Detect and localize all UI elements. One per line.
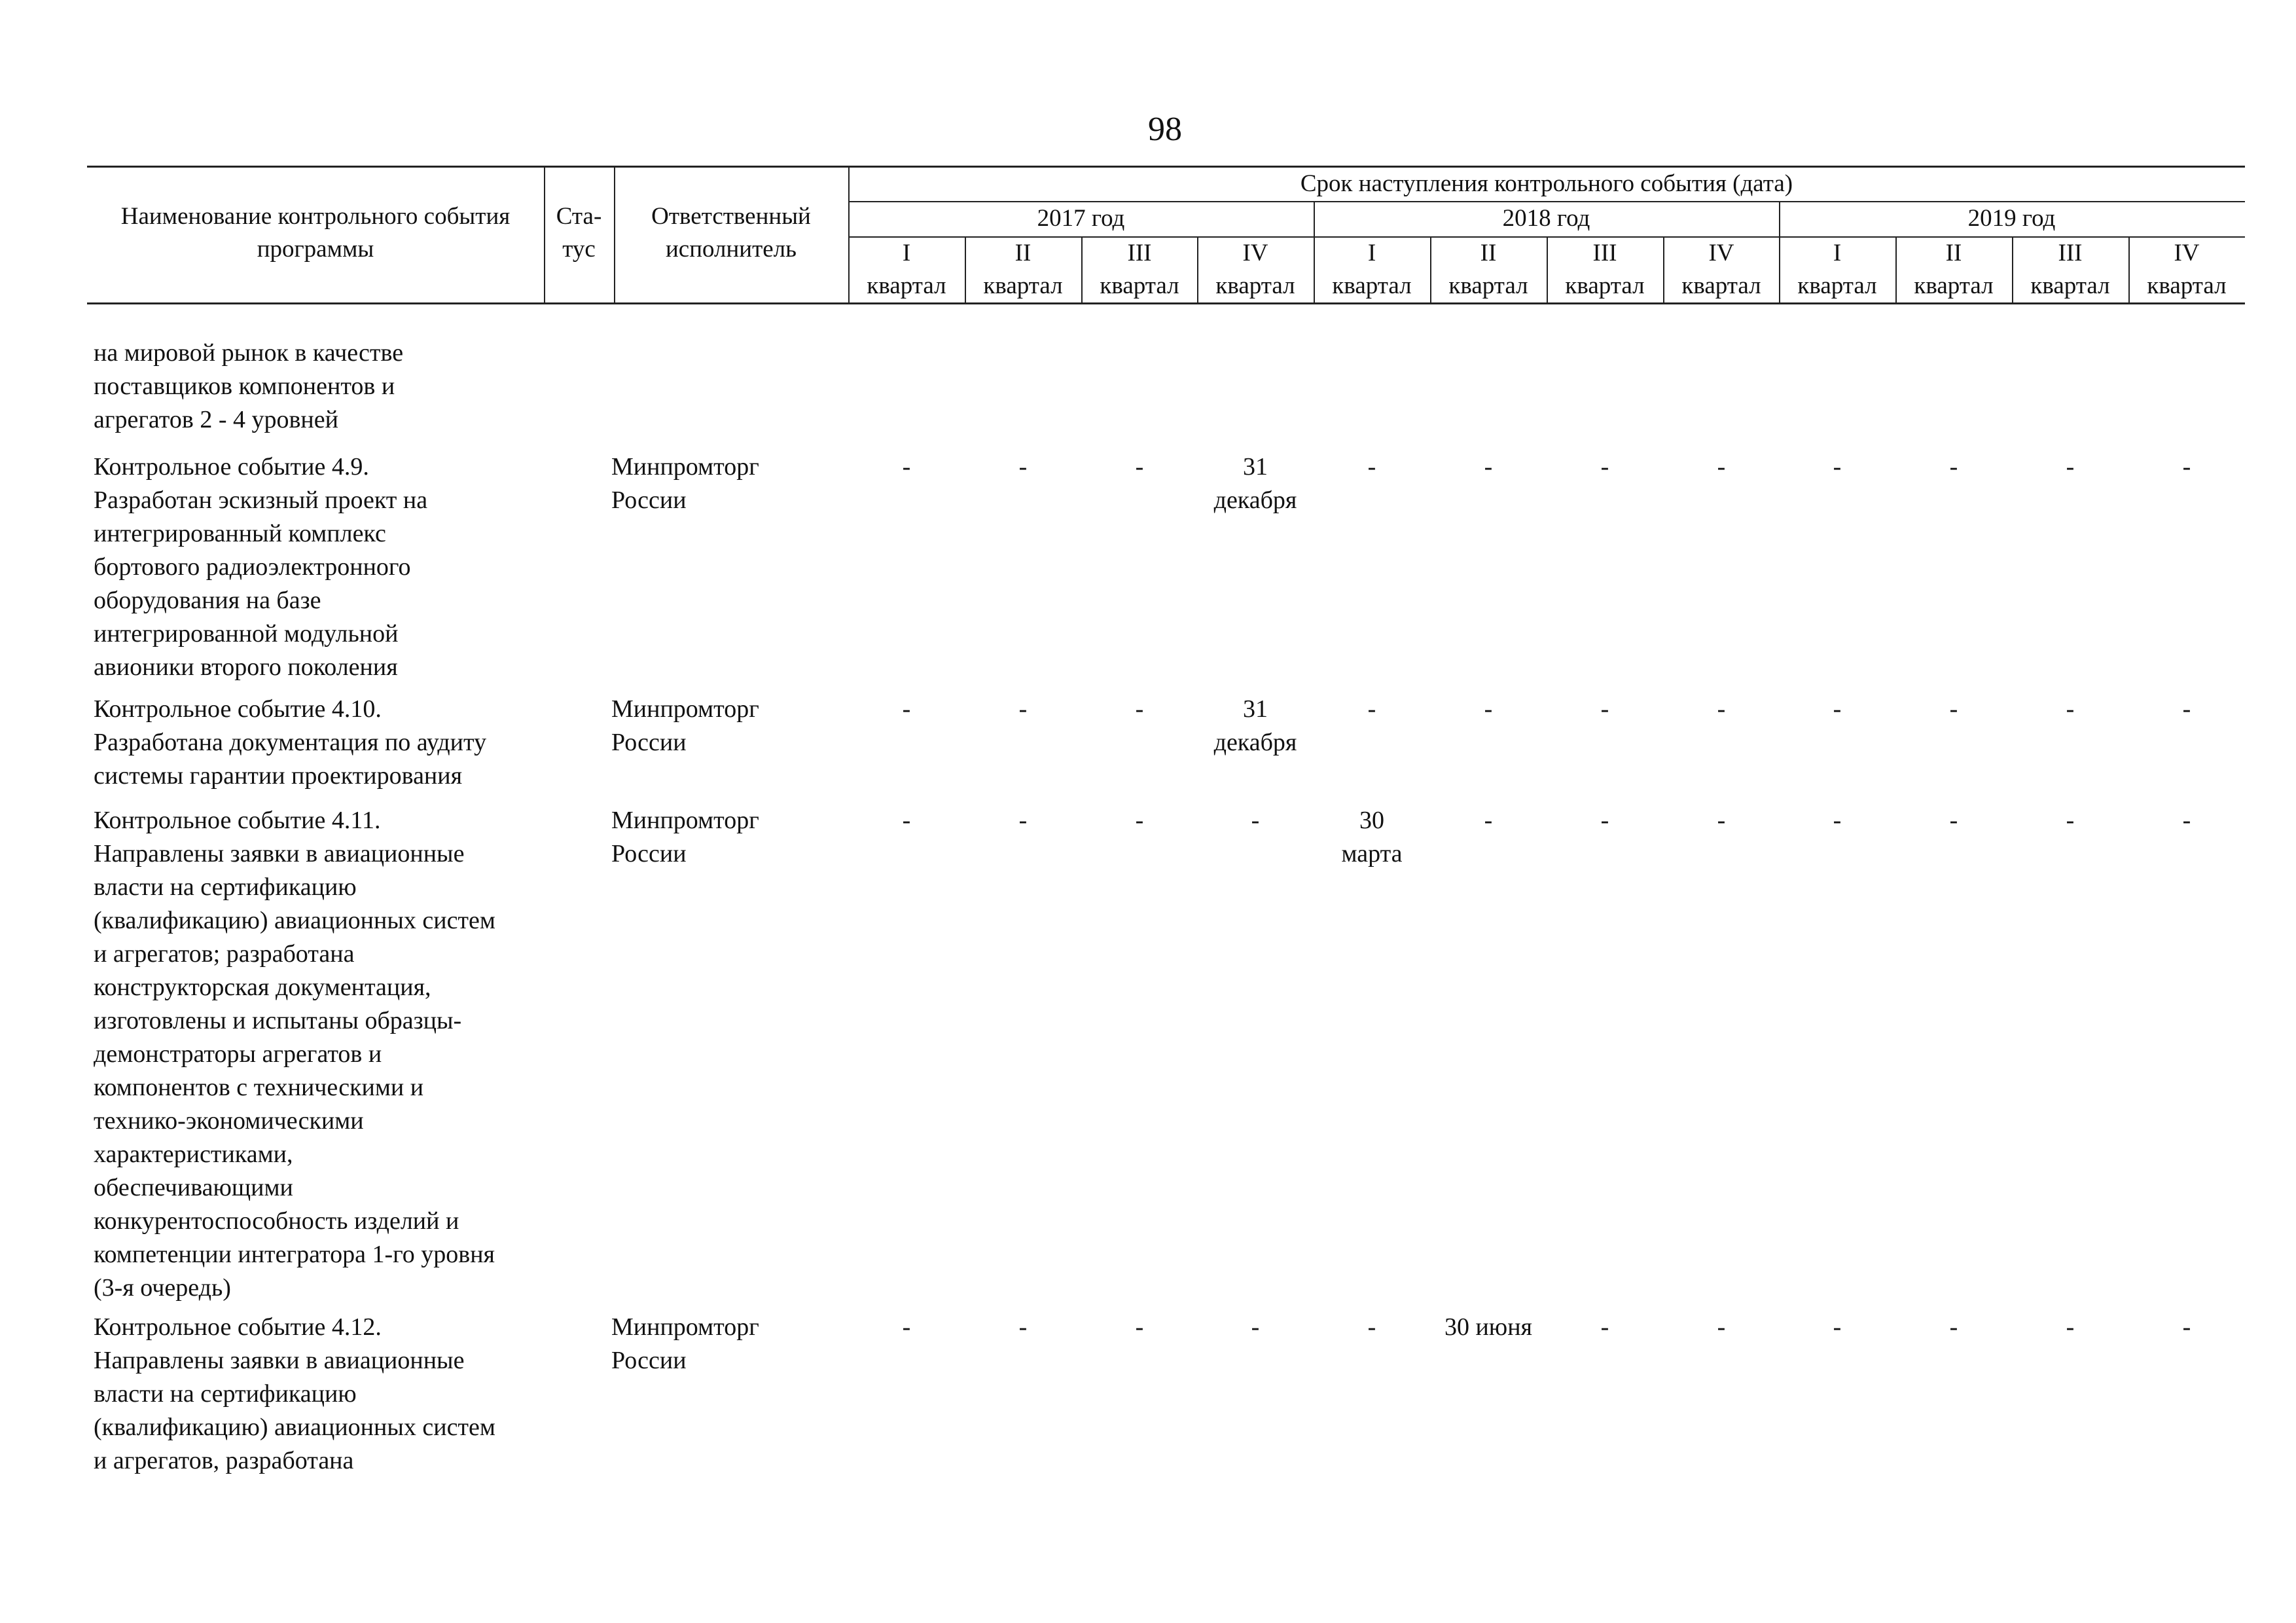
event-name-line: обеспечивающими	[94, 1174, 293, 1201]
header-quarter	[2012, 237, 2128, 302]
date-line: -	[1949, 807, 1958, 834]
event-name	[94, 693, 486, 793]
responsible-executor	[611, 450, 759, 517]
event-name-line: характеристиками,	[94, 1140, 293, 1168]
header-responsible-col: Ответственный исполнитель	[651, 203, 811, 263]
date-cell	[1197, 1311, 1314, 1344]
responsible-line: Минпромторг	[611, 1313, 759, 1341]
date-line: -	[2182, 1313, 2191, 1341]
date-line: -	[2182, 695, 2191, 723]
date-line: марта	[1341, 840, 1403, 867]
responsible-executor	[611, 804, 759, 871]
responsible-line: Минпромторг	[611, 695, 759, 723]
date-cell	[1779, 1311, 1895, 1344]
quarter-word: квартал	[1448, 272, 1528, 299]
responsible-line: России	[611, 486, 687, 514]
quarter-numeral: III	[2058, 240, 2083, 266]
quarter-word: квартал	[983, 272, 1063, 299]
date-cell	[2128, 804, 2245, 837]
event-name-line: и агрегатов; разработана	[94, 940, 355, 968]
quarter-word: квартал	[2147, 272, 2227, 299]
quarter-word: квартал	[2030, 272, 2110, 299]
date-cell	[1663, 693, 1780, 726]
date-cell	[1081, 1311, 1198, 1344]
event-name-line: агрегатов 2 - 4 уровней	[94, 406, 338, 433]
date-line: -	[1600, 1313, 1609, 1341]
date-cell	[1547, 450, 1663, 484]
date-cell	[1430, 804, 1547, 837]
header-quarter	[1314, 237, 1430, 302]
date-cell	[1663, 804, 1780, 837]
header-date-group: Срок наступления контрольного события (дата)	[1300, 170, 1793, 197]
date-cell	[1081, 804, 1198, 837]
date-line: -	[1018, 1313, 1028, 1341]
page-number: 98	[1148, 111, 1182, 148]
date-line: -	[1949, 695, 1958, 723]
date-line: -	[902, 453, 911, 481]
date-cell	[848, 804, 965, 837]
date-cell	[965, 804, 1081, 837]
date-line: -	[1367, 695, 1376, 723]
date-line: -	[1484, 695, 1493, 723]
header-quarter	[1197, 237, 1314, 302]
header-name-col: Наименование контрольного события программы	[120, 203, 511, 263]
date-cell	[1430, 1311, 1547, 1344]
date-cell	[1779, 804, 1895, 837]
event-name-line: Контрольное событие 4.11.	[94, 807, 381, 834]
date-line: -	[1135, 1313, 1144, 1341]
date-line: -	[1833, 1313, 1842, 1341]
responsible-line: Минпромторг	[611, 453, 759, 481]
event-name-line: поставщиков компонентов и	[94, 373, 395, 400]
event-name-line: демонстраторы агрегатов и	[94, 1040, 382, 1068]
date-cell	[1197, 450, 1314, 517]
header-quarter	[848, 237, 965, 302]
header-year: 2018 год	[1502, 205, 1590, 232]
date-line: -	[1135, 807, 1144, 834]
header-status-col: Ста- тус	[556, 203, 602, 263]
quarter-numeral: IV	[2174, 240, 2200, 266]
date-line: -	[1484, 453, 1493, 481]
date-cell	[965, 693, 1081, 726]
date-cell	[1663, 450, 1780, 484]
date-cell	[1314, 804, 1430, 871]
header-quarter	[1663, 237, 1780, 302]
date-line: -	[902, 695, 911, 723]
quarter-numeral: I	[902, 240, 911, 266]
event-name-line: Направлены заявки в авиационные	[94, 1347, 465, 1374]
date-line: 30 июня	[1444, 1313, 1533, 1341]
date-line: -	[1717, 695, 1726, 723]
date-cell	[965, 450, 1081, 484]
date-cell	[1779, 693, 1895, 726]
date-line: -	[1600, 695, 1609, 723]
date-cell	[1663, 1311, 1780, 1344]
date-line: -	[1018, 453, 1028, 481]
date-line: -	[1135, 453, 1144, 481]
event-name-line: на мировой рынок в качестве	[94, 339, 404, 367]
date-cell	[1895, 1311, 2012, 1344]
date-cell	[1314, 693, 1430, 726]
date-line: -	[1949, 453, 1958, 481]
event-name-line: интегрированной модульной	[94, 620, 399, 647]
date-line: -	[1717, 1313, 1726, 1341]
event-name-line: изготовлены и испытаны образцы-	[94, 1007, 462, 1034]
event-name-line: конструкторская документация,	[94, 974, 431, 1001]
responsible-executor	[611, 1311, 759, 1377]
date-cell	[965, 1311, 1081, 1344]
event-name-line: (квалификацию) авиационных систем	[94, 1413, 495, 1441]
date-cell	[848, 693, 965, 726]
responsible-executor	[611, 693, 759, 759]
event-name-line: Разработана документация по аудиту	[94, 729, 487, 756]
date-line: -	[2182, 453, 2191, 481]
date-cell	[2012, 804, 2128, 837]
responsible-line: России	[611, 1347, 687, 1374]
event-name-line: бортового радиоэлектронного	[94, 553, 411, 581]
date-cell	[848, 1311, 965, 1344]
date-line: -	[2066, 807, 2075, 834]
date-line: -	[1135, 695, 1144, 723]
date-cell	[1895, 693, 2012, 726]
header-quarter	[1081, 237, 1198, 302]
quarter-numeral: IV	[1708, 240, 1734, 266]
quarter-word: квартал	[1332, 272, 1412, 299]
date-line: -	[1949, 1313, 1958, 1341]
date-line: -	[1717, 807, 1726, 834]
event-name-line: Разработан эскизный проект на	[94, 486, 428, 514]
quarter-word: квартал	[867, 272, 946, 299]
date-cell	[2128, 450, 2245, 484]
event-name-line: системы гарантии проектирования	[94, 762, 463, 790]
date-line: 31	[1243, 453, 1268, 481]
date-line: 30	[1359, 807, 1384, 834]
quarter-numeral: III	[1127, 240, 1152, 266]
quarter-numeral: I	[1367, 240, 1376, 266]
date-cell	[1547, 1311, 1663, 1344]
quarter-numeral: II	[1945, 240, 1962, 266]
event-name	[94, 804, 495, 1305]
date-line: -	[1833, 453, 1842, 481]
date-line: -	[2066, 453, 2075, 481]
header-quarter	[1430, 237, 1547, 302]
date-line: -	[902, 1313, 911, 1341]
date-line: -	[1600, 453, 1609, 481]
quarter-word: квартал	[1797, 272, 1877, 299]
date-line: -	[1833, 807, 1842, 834]
date-line: -	[1251, 1313, 1260, 1341]
date-cell	[1779, 450, 1895, 484]
date-cell	[1081, 693, 1198, 726]
event-name-line: конкурентоспособность изделий и	[94, 1207, 459, 1235]
date-line: -	[1251, 807, 1260, 834]
header-quarter	[2128, 237, 2245, 302]
quarter-word: квартал	[1100, 272, 1179, 299]
event-name-line: интегрированный комплекс	[94, 520, 386, 547]
quarter-word: квартал	[1681, 272, 1761, 299]
quarter-numeral: II	[1014, 240, 1031, 266]
date-line: декабря	[1213, 486, 1297, 514]
responsible-line: России	[611, 840, 687, 867]
event-name	[94, 450, 427, 684]
header-quarter	[1895, 237, 2012, 302]
date-cell	[1430, 450, 1547, 484]
event-name-line: Направлены заявки в авиационные	[94, 840, 465, 867]
date-cell	[1547, 693, 1663, 726]
date-line: 31	[1243, 695, 1268, 723]
event-name-line: (3-я очередь)	[94, 1274, 231, 1302]
date-cell	[1197, 693, 1314, 759]
date-line: -	[1600, 807, 1609, 834]
event-name-line: Контрольное событие 4.10.	[94, 695, 382, 723]
date-cell	[1430, 693, 1547, 726]
header-quarter	[965, 237, 1081, 302]
quarter-numeral: I	[1833, 240, 1842, 266]
event-name-line: Контрольное событие 4.9.	[94, 453, 369, 481]
date-cell	[1314, 1311, 1430, 1344]
date-line: -	[1367, 453, 1376, 481]
header-quarter	[1779, 237, 1895, 302]
quarter-word: квартал	[1914, 272, 1994, 299]
date-cell	[1547, 804, 1663, 837]
responsible-line: России	[611, 729, 687, 756]
date-cell	[1895, 450, 2012, 484]
header-year: 2019 год	[1967, 205, 2056, 232]
quarter-word: квартал	[1215, 272, 1295, 299]
event-name-line: оборудования на базе	[94, 587, 321, 614]
date-line: -	[1367, 1313, 1376, 1341]
event-name-line: (квалификацию) авиационных систем	[94, 907, 495, 934]
date-line: -	[1018, 807, 1028, 834]
quarter-numeral: III	[1592, 240, 1617, 266]
quarter-numeral: IV	[1242, 240, 1268, 266]
header-year: 2017 год	[1037, 205, 1125, 232]
event-name-line: и агрегатов, разработана	[94, 1447, 354, 1474]
date-cell	[2128, 1311, 2245, 1344]
date-line: -	[902, 807, 911, 834]
quarter-numeral: II	[1480, 240, 1497, 266]
event-name-line: компетенции интегратора 1-го уровня	[94, 1241, 495, 1268]
event-name-line: власти на сертификацию	[94, 1380, 357, 1408]
date-cell	[848, 450, 965, 484]
header-quarter	[1547, 237, 1663, 302]
date-cell	[2128, 693, 2245, 726]
responsible-line: Минпромторг	[611, 807, 759, 834]
date-cell	[2012, 693, 2128, 726]
event-name	[94, 1311, 495, 1478]
event-name-line: Контрольное событие 4.12.	[94, 1313, 382, 1341]
event-name	[94, 337, 403, 437]
date-cell	[1895, 804, 2012, 837]
date-line: -	[1018, 695, 1028, 723]
event-name-line: авионики второго поколения	[94, 653, 398, 681]
date-cell	[2012, 1311, 2128, 1344]
quarter-word: квартал	[1565, 272, 1645, 299]
date-line: -	[1717, 453, 1726, 481]
date-line: -	[2066, 695, 2075, 723]
header-bottom-rule	[87, 302, 2245, 304]
date-line: декабря	[1213, 729, 1297, 756]
date-line: -	[1833, 695, 1842, 723]
event-name-line: технико-экономическими	[94, 1107, 364, 1135]
date-line: -	[1484, 807, 1493, 834]
date-cell	[2012, 450, 2128, 484]
event-name-line: компонентов с техническими и	[94, 1074, 424, 1101]
event-name-line: власти на сертификацию	[94, 873, 357, 901]
date-line: -	[2066, 1313, 2075, 1341]
date-cell	[1197, 804, 1314, 837]
date-cell	[1314, 450, 1430, 484]
date-cell	[1081, 450, 1198, 484]
date-line: -	[2182, 807, 2191, 834]
